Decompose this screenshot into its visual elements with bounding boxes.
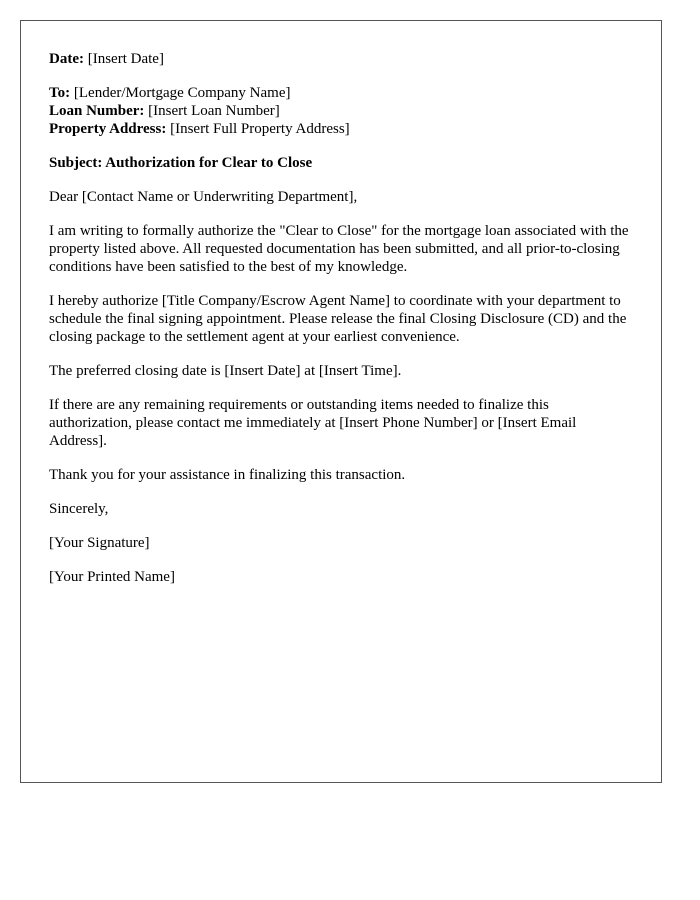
- loan-label: Loan Number:: [49, 103, 145, 119]
- body-paragraph: If there are any remaining requirements or outstanding items needed to finalize this authorization, please contact me immediately at [Insert Phone Number] or [Insert Email Address].: [49, 397, 577, 449]
- date-label: Date:: [49, 51, 84, 67]
- salutation: Dear [Contact Name or Underwriting Department],: [49, 189, 358, 205]
- body-paragraph: Thank you for your assistance in finalizing this transaction.: [49, 467, 406, 483]
- address-value: [Insert Full Property Address]: [170, 121, 350, 137]
- body-paragraph: I am writing to formally authorize the "Clear to Close" for the mortgage loan associated with the property listed above. All requested documentation has been submitted, and all prior-to-closing conditions have been satisfied to the best of my knowledge.: [49, 223, 629, 275]
- printed-name: [Your Printed Name]: [49, 569, 175, 585]
- to-value: [Lender/Mortgage Company Name]: [73, 85, 291, 101]
- to-label: To:: [49, 85, 71, 101]
- body-paragraph: The preferred closing date is [Insert Date] at [Insert Time].: [49, 363, 402, 379]
- date-line: [49, 50, 633, 68]
- body-paragraph: I hereby authorize [Title Company/Escrow Agent Name] to coordinate with your department to schedule the final signing appointment. Please release the final Closing Disclosure (CD) and the closing package to the settlement agent at your earliest convenience.: [49, 293, 627, 345]
- subject-text: Subject: Authorization for Clear to Close: [49, 155, 313, 171]
- subject-line: [49, 154, 633, 172]
- closing: Sincerely,: [49, 501, 109, 517]
- letter-page: [20, 20, 662, 783]
- loan-value: [Insert Loan Number]: [148, 103, 280, 119]
- date-value: [Insert Date]: [87, 51, 164, 67]
- address-label: Property Address:: [49, 121, 167, 137]
- recipient-block: [49, 84, 633, 138]
- signature: [Your Signature]: [49, 535, 150, 551]
